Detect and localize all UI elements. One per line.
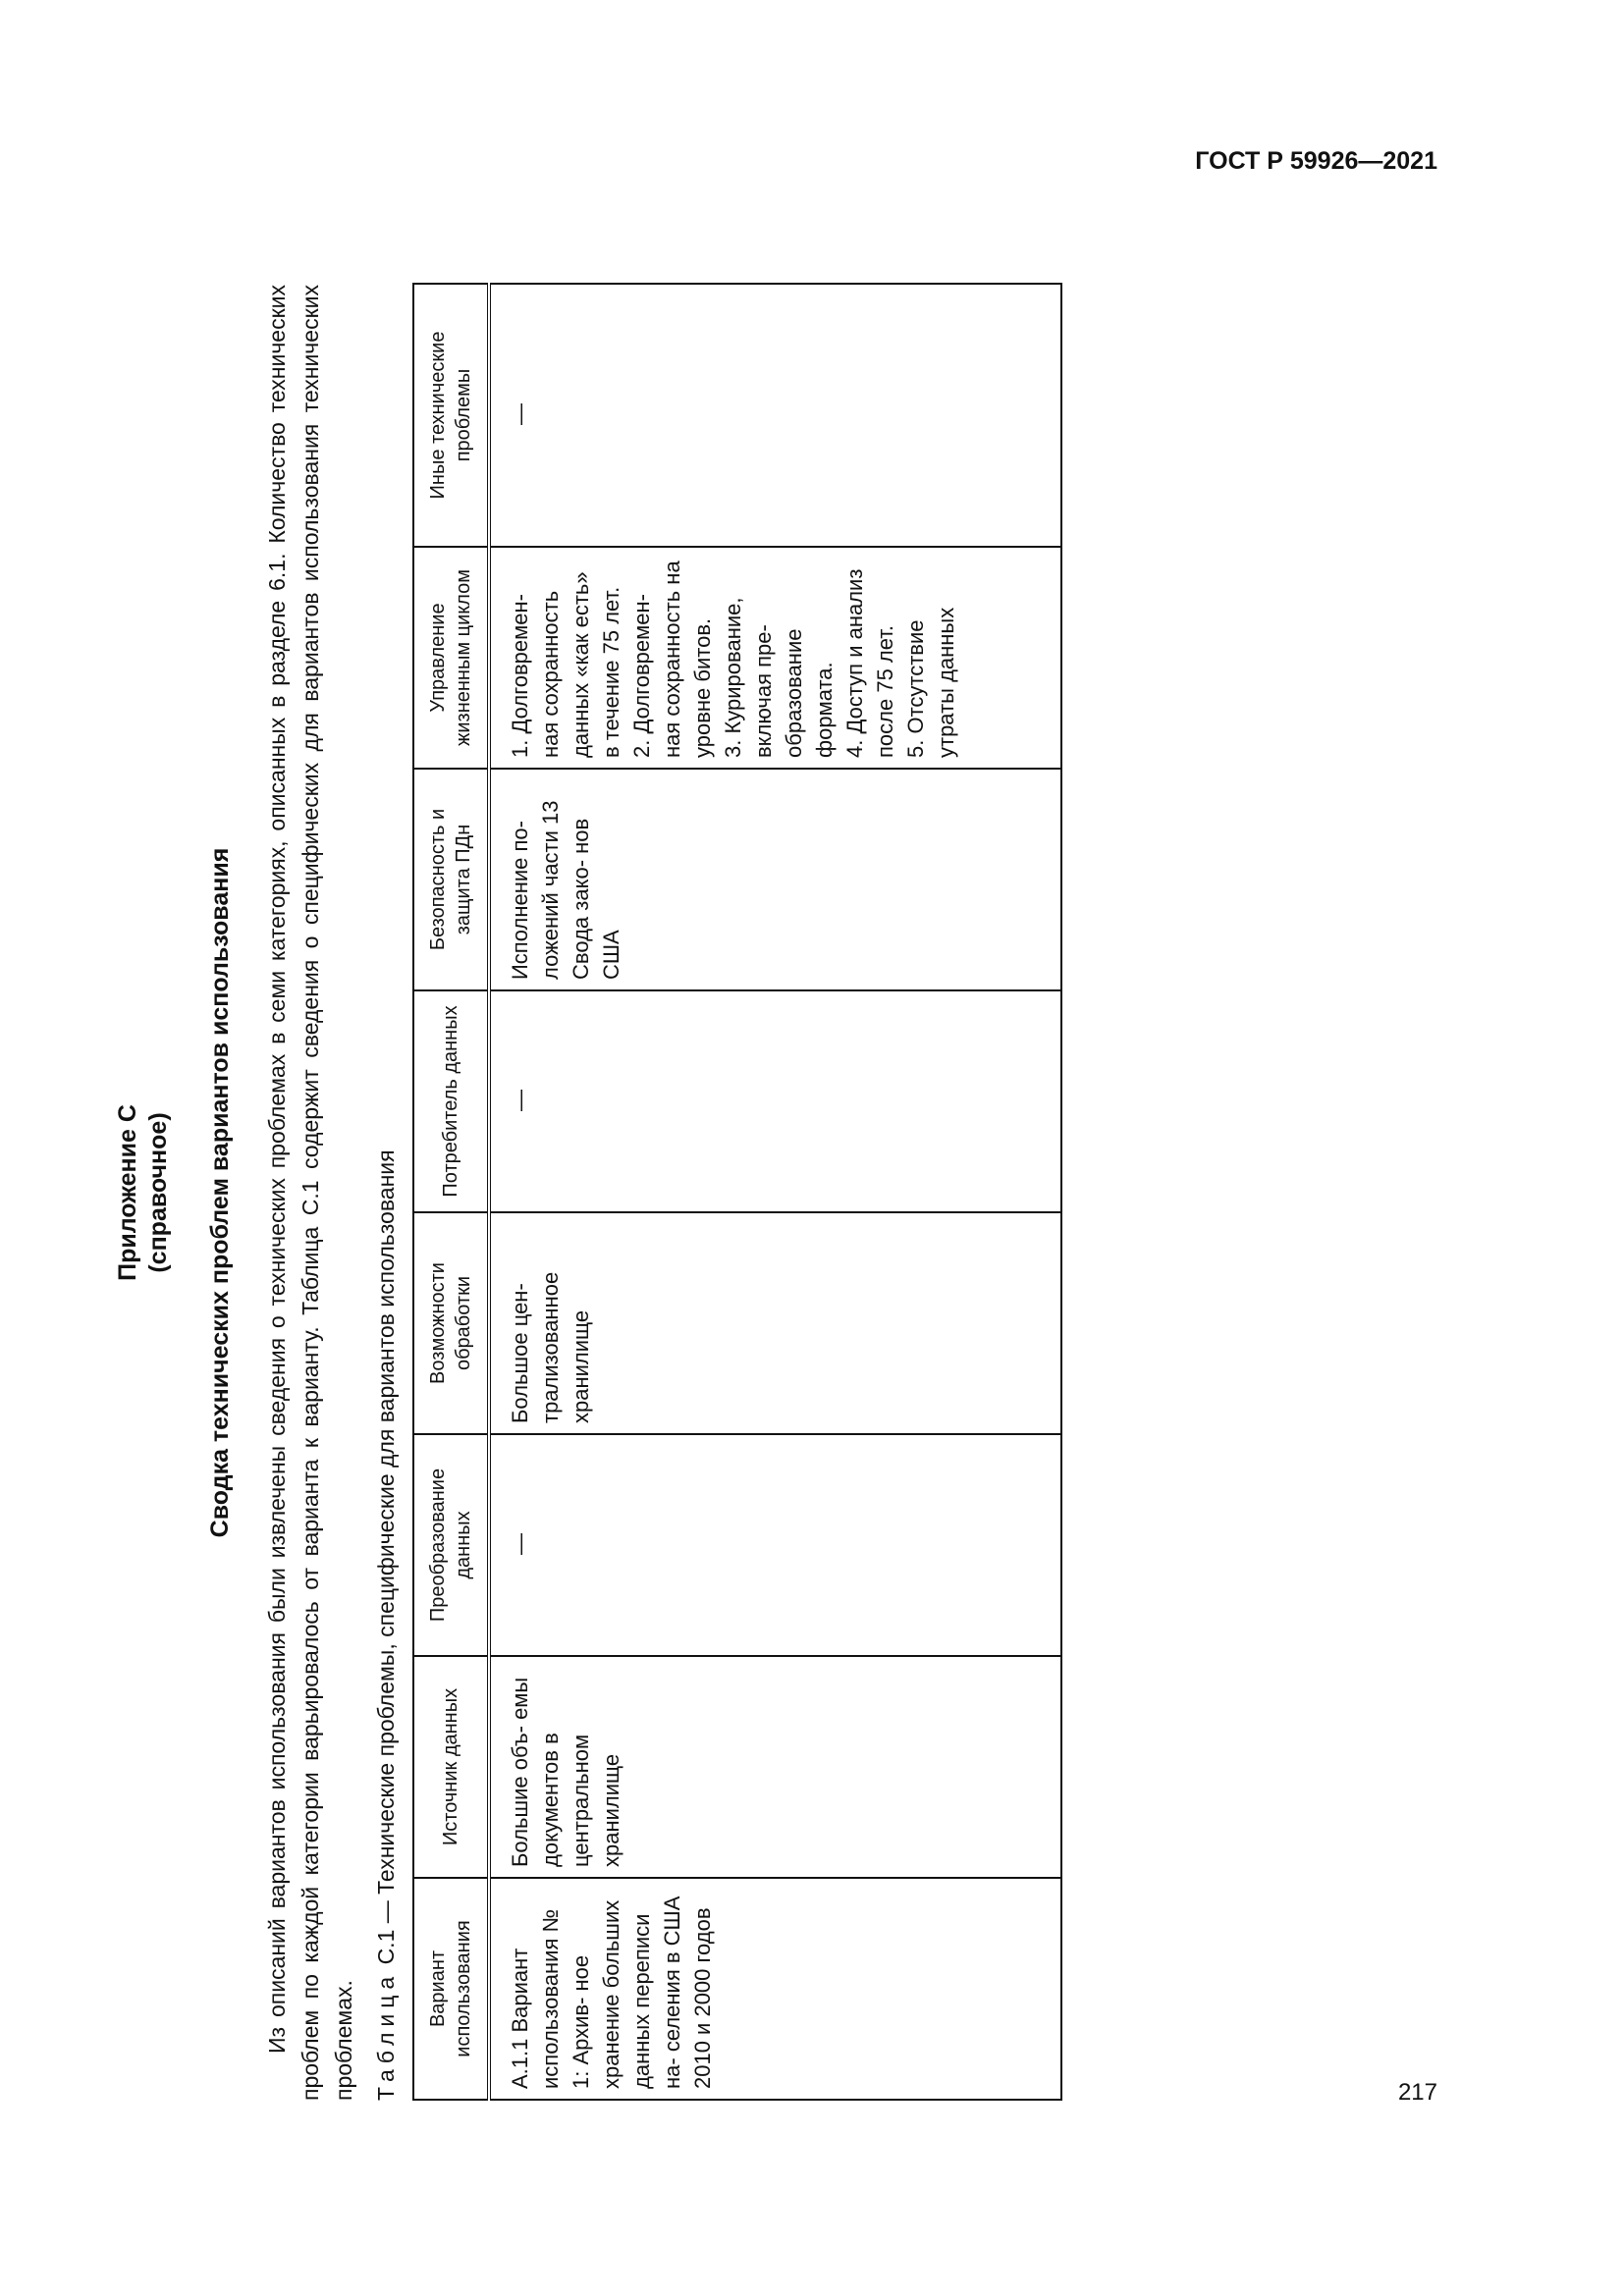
lifecycle-item: 5. Отсутствие утраты данных [903, 607, 958, 758]
other-problems-cell: — [489, 284, 1061, 547]
column-header: Преобразование данных [413, 1434, 489, 1656]
column-header: Вариант использования [413, 1878, 489, 2100]
column-header: Потребитель данных [413, 990, 489, 1212]
table-caption-prefix: Таблица [373, 1970, 399, 2101]
rotated-page-content [113, 285, 1213, 2101]
lifecycle-item: 1. Долговремен- ная сохранность данных «как есть» в течение 75 лет. [508, 571, 623, 758]
annex-status: (справочное) [144, 1112, 172, 1273]
annex-heading: Сводка технических проблем вариантов использования [206, 847, 234, 1538]
technical-problems-table [412, 283, 1062, 2101]
column-header: Иные технические проблемы [413, 284, 489, 547]
column-header: Безопасность и защита ПДн [413, 769, 489, 990]
intro-paragraph: Из описаний вариантов использования были извлечены сведения о технических проблемах в семи категориях, описанных в разделе 6.1. Количество технических проблем по каждой категории варьировалось от варианта к варианту. Таблица С.1 содержит сведения о специфических для вариантов использования технических проблемах. [264, 285, 356, 2101]
table-header-row [413, 284, 489, 2100]
transformation-cell: — [489, 1434, 1061, 1656]
page-number: 217 [1397, 2079, 1437, 2106]
annex-title [113, 285, 174, 2101]
column-header: Возможности обработки [413, 1212, 489, 1434]
lifecycle-item: 2. Долговремен- ная сохранность на уровне битов. [629, 561, 715, 758]
consumer-cell: — [489, 990, 1061, 1212]
data-source-cell: Большие объ- емы документов в центральном хранилище [489, 1656, 1061, 1878]
capabilities-cell: Большое цен- трализованное хранилище [489, 1212, 1061, 1434]
security-cell: Исполнение по- ложений части 13 Свода зако- нов США [489, 769, 1061, 990]
column-header: Управление жизненным циклом [413, 547, 489, 769]
standard-header: ГОСТ Р 59926—2021 [1195, 147, 1437, 175]
table-caption-text: С.1 — Технические проблемы, специфические для вариантов использования [373, 1149, 399, 1971]
column-header: Источник данных [413, 1656, 489, 1878]
annex-label: Приложение С [114, 1104, 141, 1281]
lifecycle-item: 4. Доступ и анализ после 75 лет. [842, 568, 897, 758]
table-caption [373, 285, 400, 2101]
lifecycle-item: 3. Курирование, включая пре- образование формата. [721, 597, 837, 758]
lifecycle-cell [489, 547, 1061, 769]
use-case-cell: А.1.1 Вариант использования № 1: Архив- ное хранение больших данных переписи на- селения в США 2010 и 2000 годов [489, 1878, 1061, 2100]
table-row [489, 284, 1061, 2100]
